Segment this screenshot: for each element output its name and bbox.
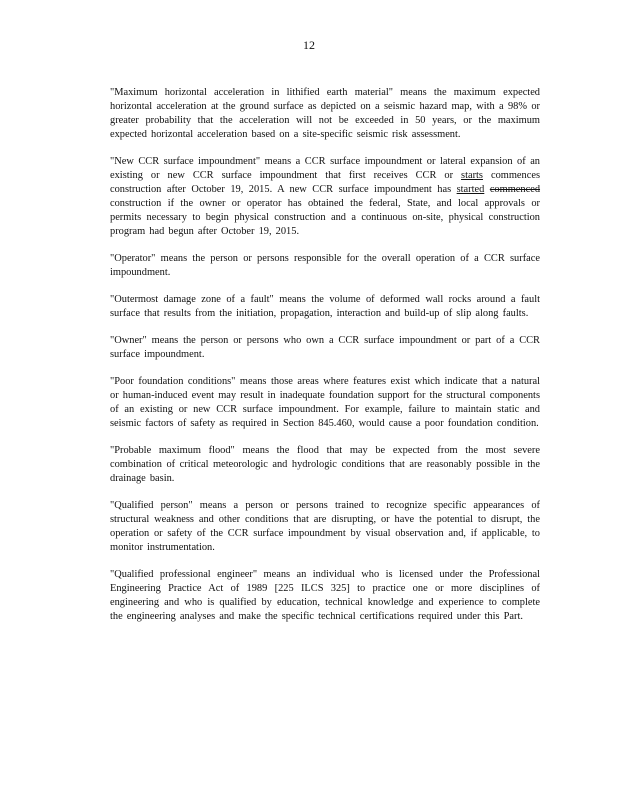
inserted-text: started [456,184,485,195]
definition-poor-foundation-conditions: "Poor foundation conditions" means those areas where features exist which indicate that a natural or human-induced event may result in inadequate foundation support for the structural components of an existing or new CCR surface impoundment. For example, failure to maintain static and seismic factors of safety as required in Section 845.460, would cause a poor foundation condition. [110,376,540,429]
definition-maximum-horizontal-acceleration: "Maximum horizontal acceleration in lithified earth material" means the maximum expected horizontal acceleration at the ground surface as depicted on a seismic hazard map, with a 98% or greater probability that the acceleration will not be exceeded in 50 years, or the maximum expected horizontal acceleration based on a site-specific seismic risk assessment. [110,87,540,140]
definition-new-ccr-surface-impoundment [110,155,540,239]
page-number: 12 [303,38,315,52]
definitions-section [110,86,540,637]
definition-text-part: construction if the owner or operator has obtained the federal, State, and local approvals or permits necessary to begin physical construction and a continuous on-site, physical construction program had begun after October 19, 2015. [110,198,540,237]
inserted-text: starts [461,170,483,181]
definition-probable-maximum-flood: "Probable maximum flood" means the flood that may be expected from the most severe combination of critical meteorologic and hydrologic conditions that are reasonably possible in the drainage basin. [110,445,540,484]
definition-text-part: "New CCR surface impoundment" means a CCR surface impoundment or lateral expansion of an existing or new CCR surface impoundment that first receives CCR or [110,156,540,181]
deleted-text: commenced [489,184,541,195]
definition-owner: "Owner" means the person or persons who own a CCR surface impoundment or part of a CCR surface impoundment. [110,335,540,360]
definition-qualified-professional-engineer: "Qualified professional engineer" means an individual who is licensed under the Professional Engineering Practice Act of 1989 [225 ILCS 325] to practice one or more disciplines of engineering and who is qualified by education, technical knowledge and experience to complete the engineering analyses and make the specific technical certifications required under this Part. [110,569,540,622]
definition-operator: "Operator" means the person or persons responsible for the overall operation of a CCR surface impoundment. [110,253,540,278]
definition-outermost-damage-zone: "Outermost damage zone of a fault" means the volume of deformed wall rocks around a fault surface that results from the initiation, propagation, interaction and build-up of slip along faults. [110,294,540,319]
definition-text-part: commences construction after October 19, 2015. A new CCR surface impoundment has [110,170,541,195]
definition-qualified-person: "Qualified person" means a person or persons trained to recognize specific appearances of structural weakness and other conditions that are disrupting, or have the potential to disrupt, the operation or safety of the CCR surface impoundment by visual observation and, if applicable, to monitor instrumentation. [110,500,540,553]
